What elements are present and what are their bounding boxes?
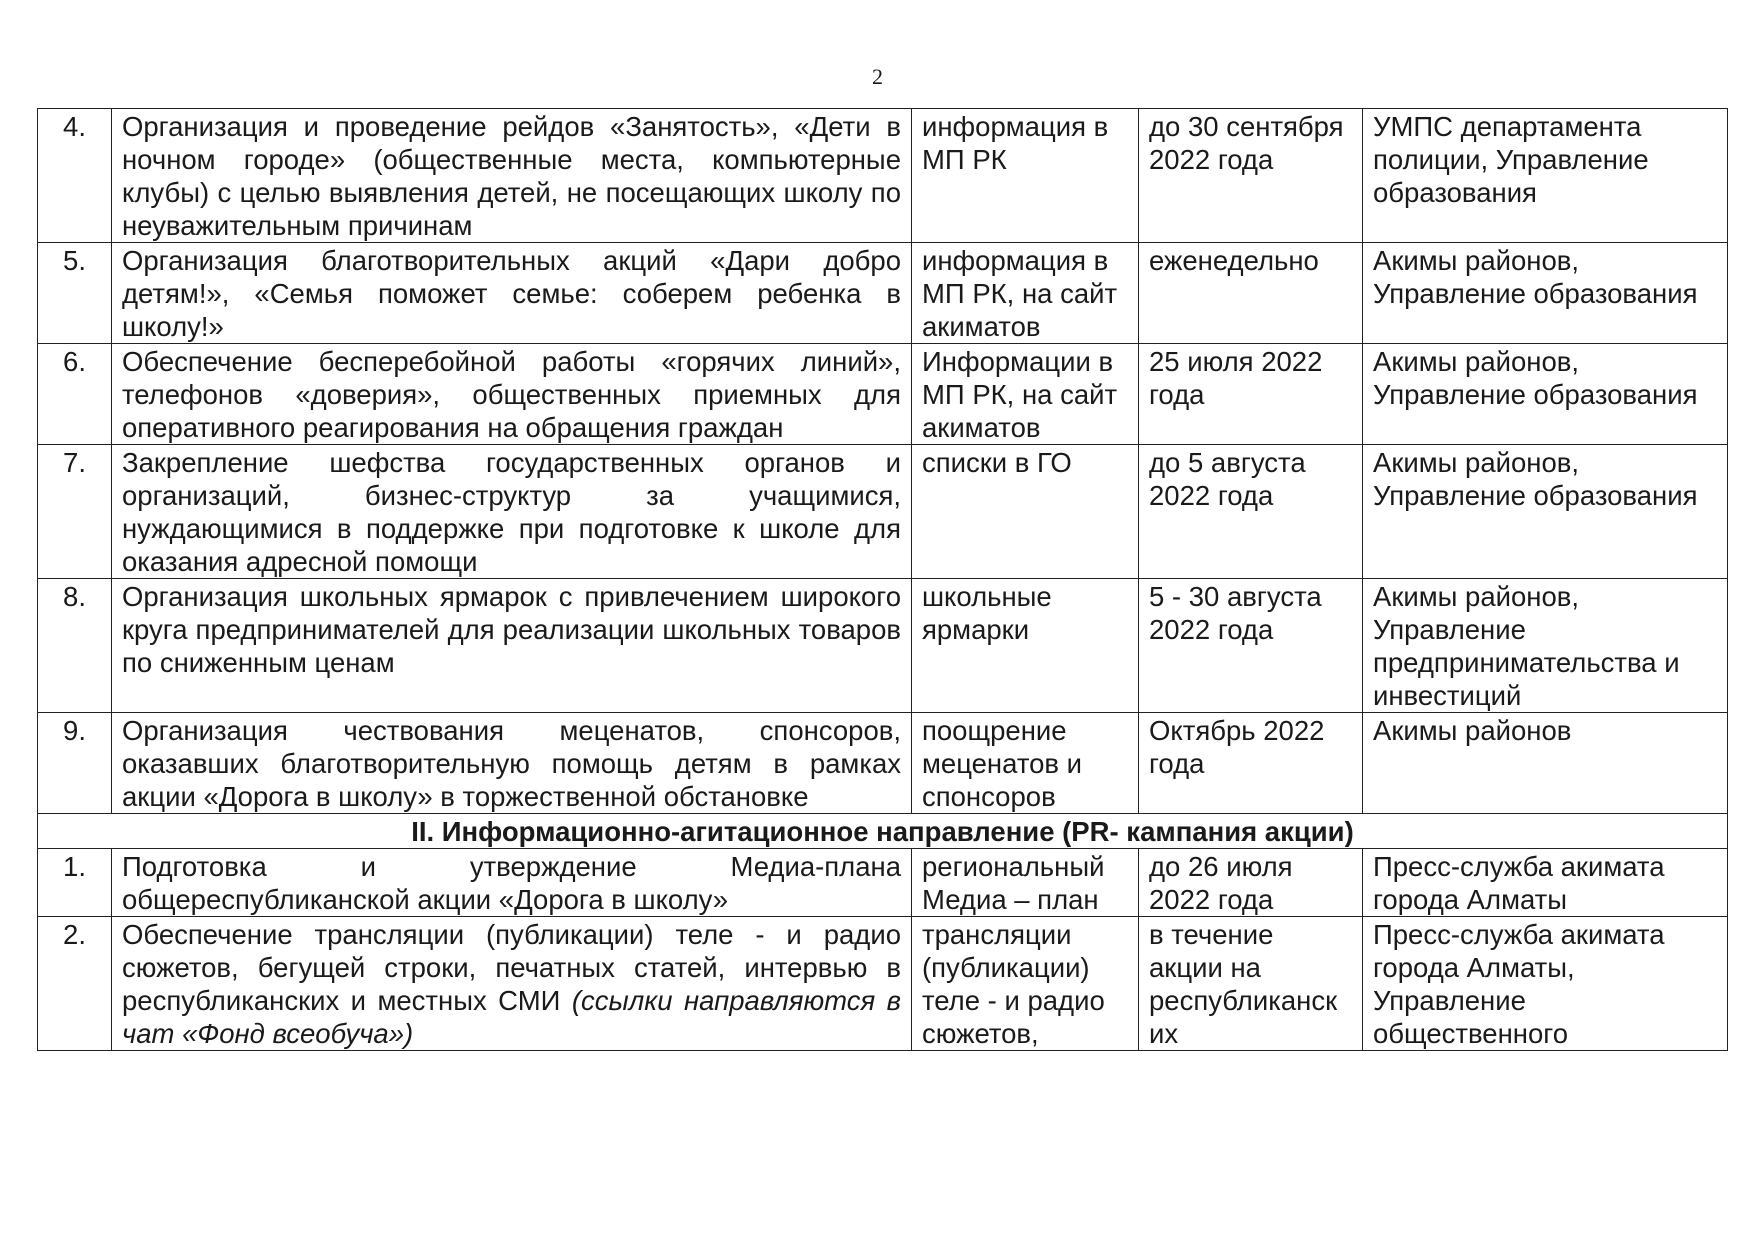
section-header-row xyxy=(38,814,1728,849)
deadline: Октябрь 2022 года xyxy=(1139,713,1363,814)
table-row xyxy=(38,849,1728,917)
reporting-form: списки в ГО xyxy=(912,445,1139,579)
row-number: 2. xyxy=(38,917,112,1051)
event-description: Организация благотворительных акций «Дари добро детям!», «Семья поможет семье: соберем ребенка в школу!» xyxy=(112,243,912,344)
deadline: еженедельно xyxy=(1139,243,1363,344)
row-number: 7. xyxy=(38,445,112,579)
event-description: Обеспечение бесперебойной работы «горячих линий», телефонов «доверия», общественных приемных для оперативного реагирования на обращения граждан xyxy=(112,344,912,445)
responsible: Пресс-служба акимата города Алматы xyxy=(1363,849,1728,917)
row-number: 8. xyxy=(38,579,112,713)
table-row xyxy=(38,445,1728,579)
event-text: Обеспечение трансляции (публикации) теле - и радио сюжетов, бегущей строки, печатных статей, интервью в республиканских и местных СМИ xyxy=(122,919,901,1016)
deadline: в течение акции на республиканск их xyxy=(1139,917,1363,1051)
row-number: 4. xyxy=(38,109,112,243)
page-number: 2 xyxy=(872,64,883,89)
reporting-form: информация в МП РК, на сайт акиматов xyxy=(912,243,1139,344)
event-description xyxy=(112,917,912,1051)
deadline: до 26 июля 2022 года xyxy=(1139,849,1363,917)
reporting-form: школьные ярмарки xyxy=(912,579,1139,713)
responsible: УМПС департамента полиции, Управление образования xyxy=(1363,109,1728,243)
action-plan-table xyxy=(37,108,1728,1051)
event-note: (ссылки направляются в чат «Фонд всеобуча») xyxy=(122,985,901,1049)
table-row xyxy=(38,579,1728,713)
table-row xyxy=(38,109,1728,243)
table-row xyxy=(38,713,1728,814)
deadline: 25 июля 2022 года xyxy=(1139,344,1363,445)
reporting-form: информация в МП РК xyxy=(912,109,1139,243)
section-title: II. Информационно-агитационное направление (PR- кампания акции) xyxy=(38,814,1728,849)
table-row xyxy=(38,344,1728,445)
deadline: 5 - 30 августа 2022 года xyxy=(1139,579,1363,713)
table-row xyxy=(38,917,1728,1051)
responsible: Акимы районов, Управление предпринимательства и инвестиций xyxy=(1363,579,1728,713)
responsible: Акимы районов xyxy=(1363,713,1728,814)
reporting-form: поощрение меценатов и спонсоров xyxy=(912,713,1139,814)
reporting-form: трансляции (публикации) теле - и радио сюжетов, xyxy=(912,917,1139,1051)
responsible: Акимы районов, Управление образования xyxy=(1363,243,1728,344)
event-description: Организация и проведение рейдов «Занятость», «Дети в ночном городе» (общественные места, компьютерные клубы) с целью выявления детей, не посещающих школу по неуважительным причинам xyxy=(112,109,912,243)
event-description: Организация чествования меценатов, спонсоров, оказавших благотворительную помощь детям в рамках акции «Дорога в школу» в торжественной обстановке xyxy=(112,713,912,814)
reporting-form: региональный Медиа – план xyxy=(912,849,1139,917)
table-row xyxy=(38,243,1728,344)
responsible: Акимы районов, Управление образования xyxy=(1363,445,1728,579)
responsible: Пресс-служба акимата города Алматы, Управление общественного xyxy=(1363,917,1728,1051)
responsible: Акимы районов, Управление образования xyxy=(1363,344,1728,445)
reporting-form: Информации в МП РК, на сайт акиматов xyxy=(912,344,1139,445)
event-description: Закрепление шефства государственных органов и организаций, бизнес-структур за учащимися, нуждающимися в поддержке при подготовке к школе для оказания адресной помощи xyxy=(112,445,912,579)
event-description: Подготовка и утверждение Медиа-плана общереспубликанской акции «Дорога в школу» xyxy=(112,849,912,917)
deadline: до 5 августа 2022 года xyxy=(1139,445,1363,579)
event-description: Организация школьных ярмарок с привлечением широкого круга предпринимателей для реализации школьных товаров по сниженным ценам xyxy=(112,579,912,713)
row-number: 1. xyxy=(38,849,112,917)
row-number: 6. xyxy=(38,344,112,445)
row-number: 5. xyxy=(38,243,112,344)
deadline: до 30 сентября 2022 года xyxy=(1139,109,1363,243)
row-number: 9. xyxy=(38,713,112,814)
